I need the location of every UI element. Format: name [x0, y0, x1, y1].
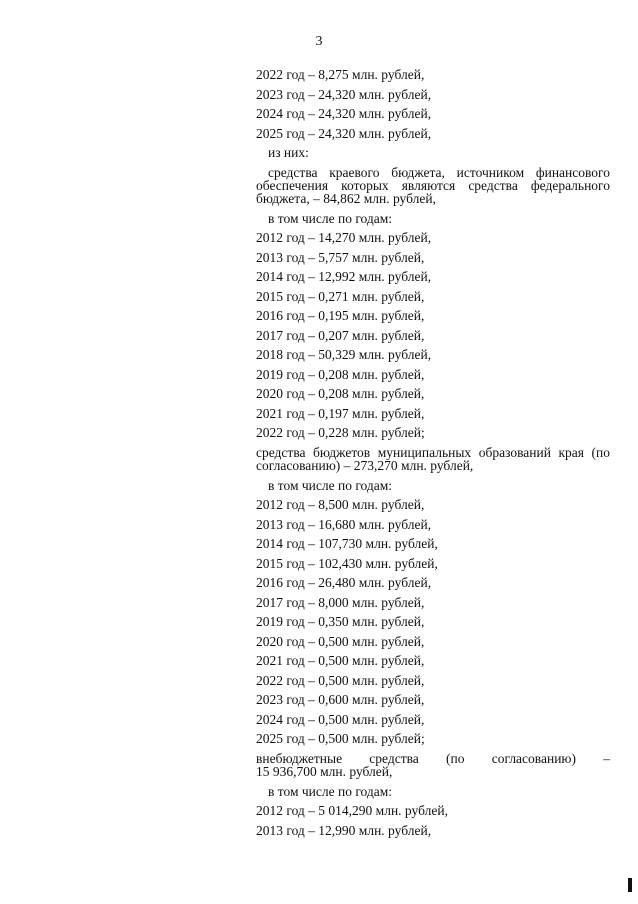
year-line: 2013 год – 5,757 млн. рублей, [256, 249, 425, 265]
year-line: 2023 год – 24,320 млн. рублей, [256, 86, 432, 102]
by-years-label: в том числе по годам: [268, 477, 393, 493]
year-line: 2019 год – 0,208 млн. рублей, [256, 366, 425, 382]
year-line: 2014 год – 12,992 млн. рублей, [256, 269, 432, 284]
year-line: 2018 год – 50,329 млн. рублей, [256, 347, 432, 362]
year-line: 2013 год – 16,680 млн. рублей, [256, 516, 432, 532]
extrabudget-funds-line1: внебюджетные средства (по согласованию) – [256, 750, 610, 766]
year-line: 2017 год – 8,000 млн. рублей, [256, 594, 425, 610]
year-line: 2021 год – 0,500 млн. рублей, [256, 653, 425, 668]
year-line: 2015 год – 0,271 млн. рублей, [256, 288, 425, 304]
year-line: 2012 год – 8,500 млн. рублей, [256, 497, 425, 512]
year-line: 2022 год – 0,500 млн. рублей, [256, 672, 425, 688]
by-years-label: в том числе по годам: [268, 783, 393, 799]
year-line: 2025 год – 24,320 млн. рублей, [256, 125, 432, 141]
year-line: 2020 год – 0,500 млн. рублей, [256, 633, 425, 649]
by-years-label: в том числе по годам: [268, 210, 393, 226]
year-line: 2015 год – 102,430 млн. рублей, [256, 555, 438, 571]
year-line: 2024 год – 24,320 млн. рублей, [256, 106, 432, 121]
year-line: 2020 год – 0,208 млн. рублей, [256, 386, 425, 401]
year-line: 2024 год – 0,500 млн. рублей, [256, 711, 425, 727]
year-line: 2013 год – 12,990 млн. рублей, [256, 822, 432, 838]
page-number: 3 [315, 34, 323, 49]
scan-mark [628, 878, 632, 892]
year-line: 2014 год – 107,730 млн. рублей, [256, 536, 438, 551]
year-line: 2022 год – 0,228 млн. рублей; [256, 425, 425, 440]
extrabudget-funds-line2: 15 936,700 млн. рублей, [256, 763, 393, 779]
document-body [256, 65, 610, 840]
year-line: 2025 год – 0,500 млн. рублей; [256, 731, 425, 746]
year-line: 2017 год – 0,207 млн. рублей, [256, 327, 425, 343]
year-line: 2012 год – 5 014,290 млн. рублей, [256, 803, 448, 818]
year-line: 2021 год – 0,197 млн. рублей, [256, 405, 425, 421]
year-line: 2022 год – 8,275 млн. рублей, [256, 67, 425, 82]
year-line: 2023 год – 0,600 млн. рублей, [256, 692, 425, 707]
federal-funds-paragraph: средства краевого бюджета, источником финансового обеспечения которых являются средства федерального бюджета, – 84,862 млн. рублей, [256, 164, 610, 206]
of-them-label: из них: [268, 145, 309, 160]
year-line: 2016 год – 0,195 млн. рублей, [256, 308, 425, 323]
year-line: 2016 год – 26,480 млн. рублей, [256, 575, 432, 590]
municipal-funds-paragraph: средства бюджетов муниципальных образований края (по согласованию) – 273,270 млн. рублей, [256, 444, 610, 473]
year-line: 2019 год – 0,350 млн. рублей, [256, 614, 425, 629]
year-line: 2012 год – 14,270 млн. рублей, [256, 230, 432, 245]
